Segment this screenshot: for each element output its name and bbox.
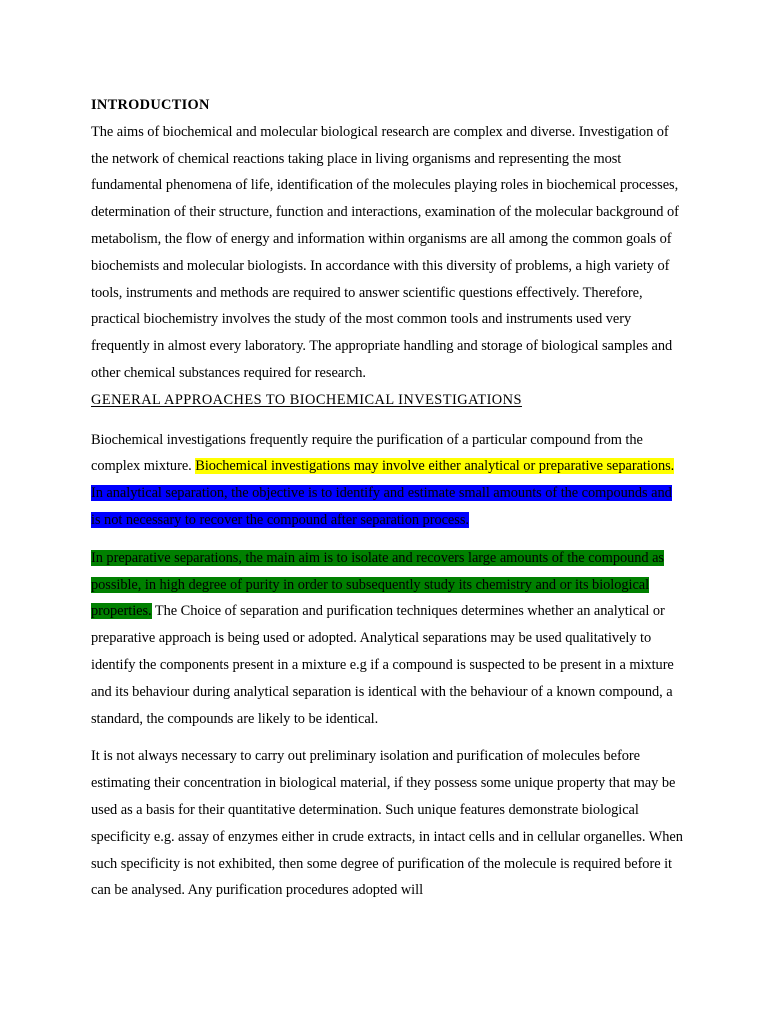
- blue-highlighted-text: In analytical separation, the objective is to identify and estimate small amounts of the compounds and is not necessary to recover the compound after separation process.: [91, 485, 672, 528]
- yellow-highlighted-text: Biochemical investigations may involve either analytical or preparative separations.: [195, 458, 675, 475]
- introduction-heading: INTRODUCTION: [91, 97, 210, 113]
- document-page: [91, 92, 683, 904]
- analytical-separation-paragraph: [91, 427, 683, 534]
- general-approaches-heading: GENERAL APPROACHES TO BIOCHEMICAL INVESTIGATIONS: [91, 391, 522, 408]
- specificity-paragraph: It is not always necessary to carry out preliminary isolation and purification of molecules before estimating their concentration in biological material, if they possess some unique property that may be used as a basis for their quantitative determination. Such unique features demonstrate biological specificity e.g. assay of enzymes either in crude extracts, in intact cells and in cellular organelles. When such specificity is not exhibited, then some degree of purification of the molecule is required before it can be analysed. Any purification procedures adopted will: [91, 748, 683, 899]
- purification-sentence: Biochemical investigations frequently require the purification of a particular compound from the complex mixture.: [91, 431, 643, 475]
- separation-choice-text: The Choice of separation and purification techniques determines whether an analytical or preparative approach is being used or adopted. Analytical separations may be used qualitatively to identify the components present in a mixture e.g if a compound is suspected to be present in a mixture and its behaviour during analytical separation is identical with the behaviour of a known compound, a standard, the compounds are likely to be identical.: [91, 603, 674, 727]
- green-highlighted-text: In preparative separations, the main aim is to isolate and recovers large amounts of the compound as possible, in high degree of purity in order to subsequently study its chemistry and or its biological properties.: [91, 549, 664, 620]
- introduction-paragraph: The aims of biochemical and molecular biological research are complex and diverse. Investigation of the network of chemical reactions taking place in living organisms and representing the most fundamental phenomena of life, identification of the molecules playing roles in biochemical processes, determination of their structure, function and interactions, examination of the molecular background of metabolism, the flow of energy and information within organisms are all among the common goals of biochemists and molecular biologists. In accordance with this diversity of problems, a high variety of tools, instruments and methods are required to answer scientific questions effectively. Therefore, practical biochemistry involves the study of the most common tools and instruments used very frequently in almost every laboratory. The appropriate handling and storage of biological samples and other chemical substances required for research.: [91, 123, 679, 381]
- preparative-separation-paragraph: [91, 545, 683, 733]
